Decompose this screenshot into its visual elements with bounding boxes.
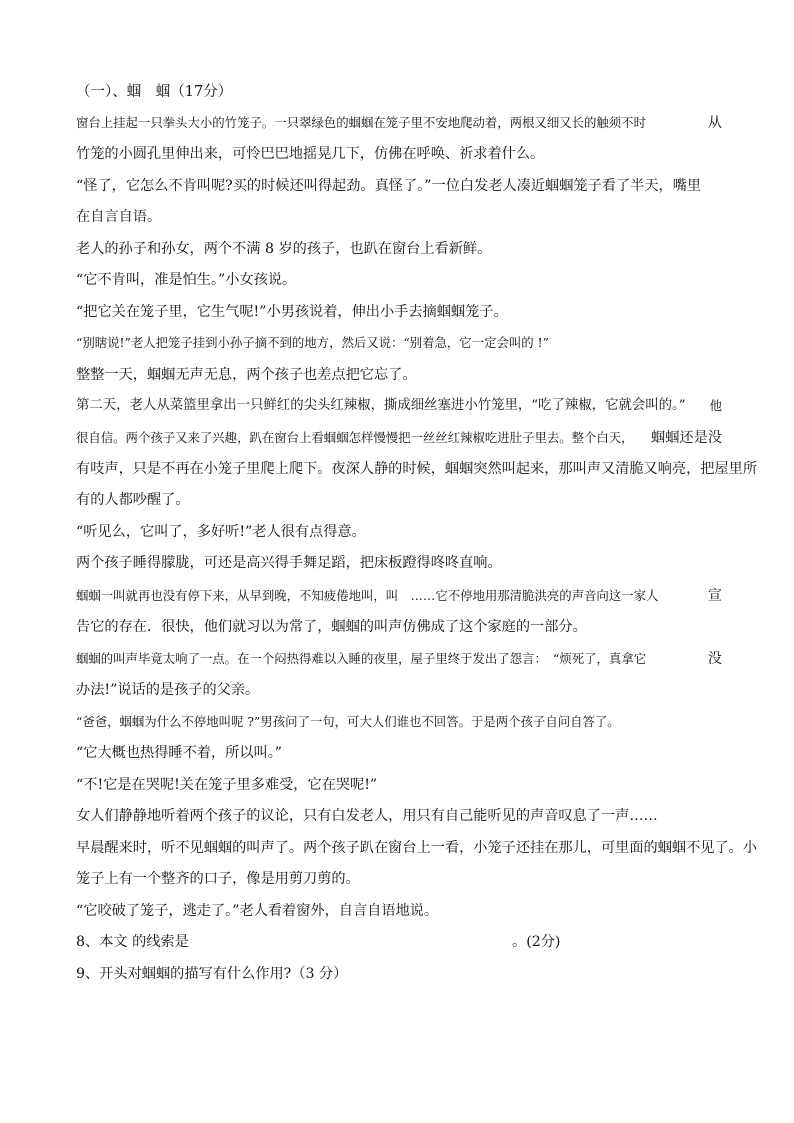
paragraph-6: “别瞎说!”老人把笼子挂到小孙子摘不到的地方，然后又说：“别着急，它一定会叫的 !” xyxy=(76,335,549,350)
paragraph-9: “听见么，它叫了，多好听!”老人很有点得意。 xyxy=(76,524,366,540)
paragraph-1-line-1 xyxy=(76,113,722,133)
paragraph-12-line-1 xyxy=(76,649,722,669)
paragraph-18: “它咬破了笼子，逃走了。”老人看着窗外，自言自语地说。 xyxy=(76,903,439,919)
paragraph-text-end: 宣 xyxy=(707,588,722,604)
question-8-score: 。(2分) xyxy=(512,934,561,950)
paragraph-17-line-2: 笼子上有一个整齐的口子，像是用剪刀剪的。 xyxy=(76,871,360,887)
paragraph-2-line-2: 在自言自语。 xyxy=(76,209,162,225)
paragraph-2-line-1: “怪了，它怎么不肯叫呢?买的时候还叫得起劲。真怪了。”一位白发老人凑近蝈蝈笼子看了半天，嘴里 xyxy=(76,178,702,194)
paragraph-5: “把它关在笼子里，它生气呢!”小男孩说着，伸出小手去摘蝈蝈笼子。 xyxy=(76,304,508,320)
paragraph-14: “它大概也热得睡不着，所以叫。” xyxy=(76,745,283,761)
question-9: 9、开头对蝈蝈的描写有什么作用?（3 分） xyxy=(76,966,348,982)
paragraph-8-line-3: 有吱声，只是不再在小笼子里爬上爬下。夜深人静的时候，蝈蝈突然叫起来，那叫声又清脆又响亮，把屋里所 xyxy=(76,461,758,477)
paragraph-15: “不!它是在哭呢!关在笼子里多难受，它在哭呢!” xyxy=(76,777,378,793)
paragraph-text-end: 蝈蝈还是没 xyxy=(651,430,722,446)
paragraph-8-line-4: 有的人都吵醒了。 xyxy=(76,492,190,508)
paragraph-text-end: 没 xyxy=(707,651,722,667)
paragraph-text: 蝈蝈一叫就再也没有停下来，从早到晚，不知疲倦地叫，叫 ……它不停地用那清脆洪亮的声音向这一家人 xyxy=(76,588,659,603)
paragraph-text-end: 他 xyxy=(709,398,722,413)
paragraph-11-line-2: 告它的存在．很快，他们就习以为常了，蝈蝈的叫声仿佛成了这个家庭的一部分。 xyxy=(76,619,587,635)
question-8-label: 8、本文 的线索是 xyxy=(76,934,189,950)
paragraph-13: “爸爸，蝈蝈为什么不停地叫呢 ?”男孩问了一句，可大人们谁也不回答。于是两个孩子自问自答了。 xyxy=(76,714,620,729)
paragraph-text: 窗台上挂起一只拳头大小的竹笼子。一只翠绿色的蝈蝈在笼子里不安地爬动着，两根又细又长的触须不时 xyxy=(76,115,646,130)
paragraph-text: 蝈蝈的叫声毕竟太响了一点。在一个闷热得难以入睡的夜里，屋子里终于发出了怨言： “烦死了，真拿它 xyxy=(76,651,647,666)
paragraph-1-line-2: 竹笼的小圆孔里伸出来，可怜巴巴地摇晃几下，仿佛在呼唤、祈求着什么。 xyxy=(76,146,545,162)
paragraph-10: 两个孩子睡得朦胧，可还是高兴得手舞足蹈，把床板蹬得咚咚直响。 xyxy=(76,555,502,571)
paragraph-text-end: 从 xyxy=(707,115,722,131)
paragraph-8-line-2 xyxy=(76,428,722,448)
paragraph-12-line-2: 办法!”说话的是孩子的父亲。 xyxy=(76,682,260,698)
paragraph-17-line-1: 早晨醒来时，听不见蝈蝈的叫声了。两个孩子趴在窗台上一看，小笼子还挂在那儿，可里面的蝈蝈不见了。小 xyxy=(76,840,758,856)
paragraph-11-line-1 xyxy=(76,586,722,606)
section-title: （一）、蝈 蝈（17分） xyxy=(76,84,233,100)
paragraph-3: 老人的孙子和孙女，两个不满 8 岁的孩子，也趴在窗台上看新鲜。 xyxy=(76,241,492,257)
paragraph-8-line-1 xyxy=(76,396,722,416)
paragraph-4: “它不肯叫，准是怕生。”小女孩说。 xyxy=(76,272,297,288)
paragraph-text: 很自信。两个孩子又来了兴趣，趴在窗台上看蝈蝈怎样慢慢把一丝丝红辣椒吃进肚子里去。整个白天， xyxy=(76,430,634,445)
paragraph-text: 第二天，老人从菜篮里拿出一只鲜红的尖头红辣椒，撕成细丝塞进小竹笼里，“吃了辣椒，它就会叫的。” xyxy=(76,398,686,413)
paragraph-7: 整整一天，蝈蝈无声无息，两个孩子也差点把它忘了。 xyxy=(76,367,417,383)
paragraph-16: 女人们静静地听着两个孩子的议论，只有白发老人，用只有自己能听见的声音叹息了一声…… xyxy=(76,808,658,824)
